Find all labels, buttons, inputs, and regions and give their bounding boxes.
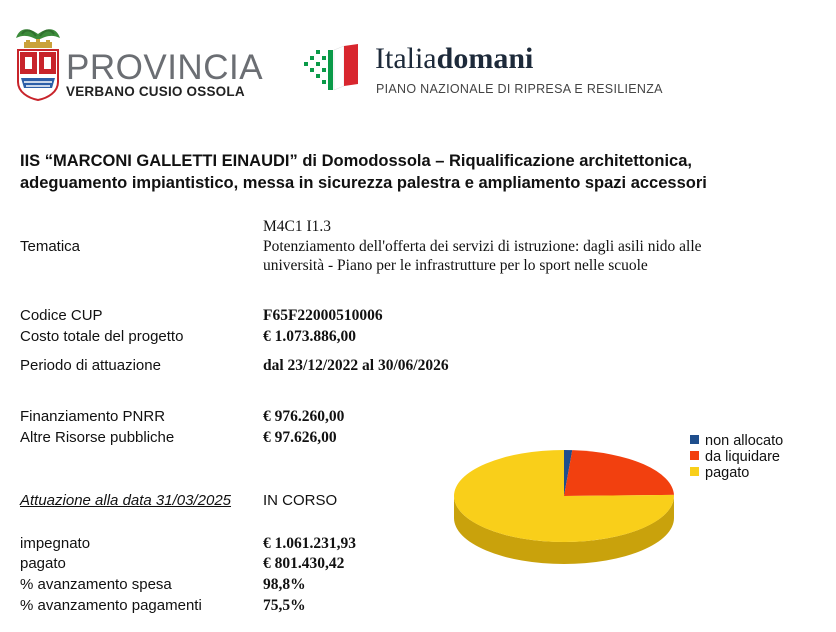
italia-domani-wordmark: Italiadomani — [375, 42, 534, 75]
avanzamento-pagamenti-label: % avanzamento pagamenti — [20, 597, 202, 614]
legend-label: da liquidare — [705, 449, 780, 465]
costo-value: € 1.073.886,00 — [263, 328, 356, 345]
tematica-description-line-2: università - Piano per le infrastrutture per lo sport nelle scuole — [263, 257, 648, 274]
pie-slice-da-liquidare — [564, 450, 674, 496]
altre-risorse-value: € 97.626,00 — [263, 429, 337, 446]
cup-value: F65F22000510006 — [263, 307, 383, 324]
legend-item-pagato — [690, 465, 783, 481]
provincia-coat-of-arms-icon — [12, 24, 64, 102]
avanzamento-spesa-value: 98,8% — [263, 576, 306, 593]
provincia-subtitle: VERBANO CUSIO OSSOLA — [66, 84, 245, 99]
italia-domani-flag-icon — [302, 44, 364, 96]
legend-swatch — [690, 435, 699, 444]
pnrr-value: € 976.260,00 — [263, 408, 345, 425]
periodo-value: dal 23/12/2022 al 30/06/2026 — [263, 357, 449, 374]
attuazione-label: Attuazione alla data 31/03/2025 — [20, 492, 232, 509]
periodo-label: Periodo di attuazione — [20, 357, 161, 374]
provincia-word: PROVINCIA — [66, 48, 264, 87]
pnrr-label: Finanziamento PNRR — [20, 408, 166, 425]
budget-pie-chart — [440, 440, 690, 580]
legend-item-non-allocato — [690, 433, 783, 449]
costo-label: Costo totale del progetto — [20, 328, 184, 345]
project-title-line-2: adeguamento impiantistico, messa in sicurezza palestra e ampliamento spazi accessori — [20, 174, 707, 192]
pie-legend — [690, 433, 783, 481]
tematica-code: M4C1 I1.3 — [263, 218, 332, 235]
legend-swatch — [690, 467, 699, 476]
avanzamento-spesa-label: % avanzamento spesa — [20, 576, 172, 593]
legend-item-da-liquidare — [690, 449, 783, 465]
legend-label: non allocato — [705, 433, 784, 449]
attuazione-status: IN CORSO — [263, 492, 338, 509]
impegnato-value: € 1.061.231,93 — [263, 535, 356, 552]
pagato-label: pagato — [20, 555, 66, 572]
tematica-label: Tematica — [20, 238, 81, 255]
altre-risorse-label: Altre Risorse pubbliche — [20, 429, 175, 446]
cup-label: Codice CUP — [20, 307, 103, 324]
impegnato-label: impegnato — [20, 535, 91, 552]
pagato-value: € 801.430,42 — [263, 555, 345, 572]
project-title-line-1: IIS “MARCONI GALLETTI EINAUDI” di Domodossola – Riqualificazione architettonica, — [20, 152, 692, 170]
italia-domani-subtitle: PIANO NAZIONALE DI RIPRESA E RESILIENZA — [376, 82, 663, 96]
legend-swatch — [690, 451, 699, 460]
legend-label: pagato — [705, 465, 750, 481]
project-title — [20, 150, 820, 194]
avanzamento-pagamenti-value: 75,5% — [263, 597, 306, 614]
tematica-description-line-1: Potenziamento dell'offerta dei servizi di istruzione: dagli asili nido alle — [263, 238, 702, 255]
